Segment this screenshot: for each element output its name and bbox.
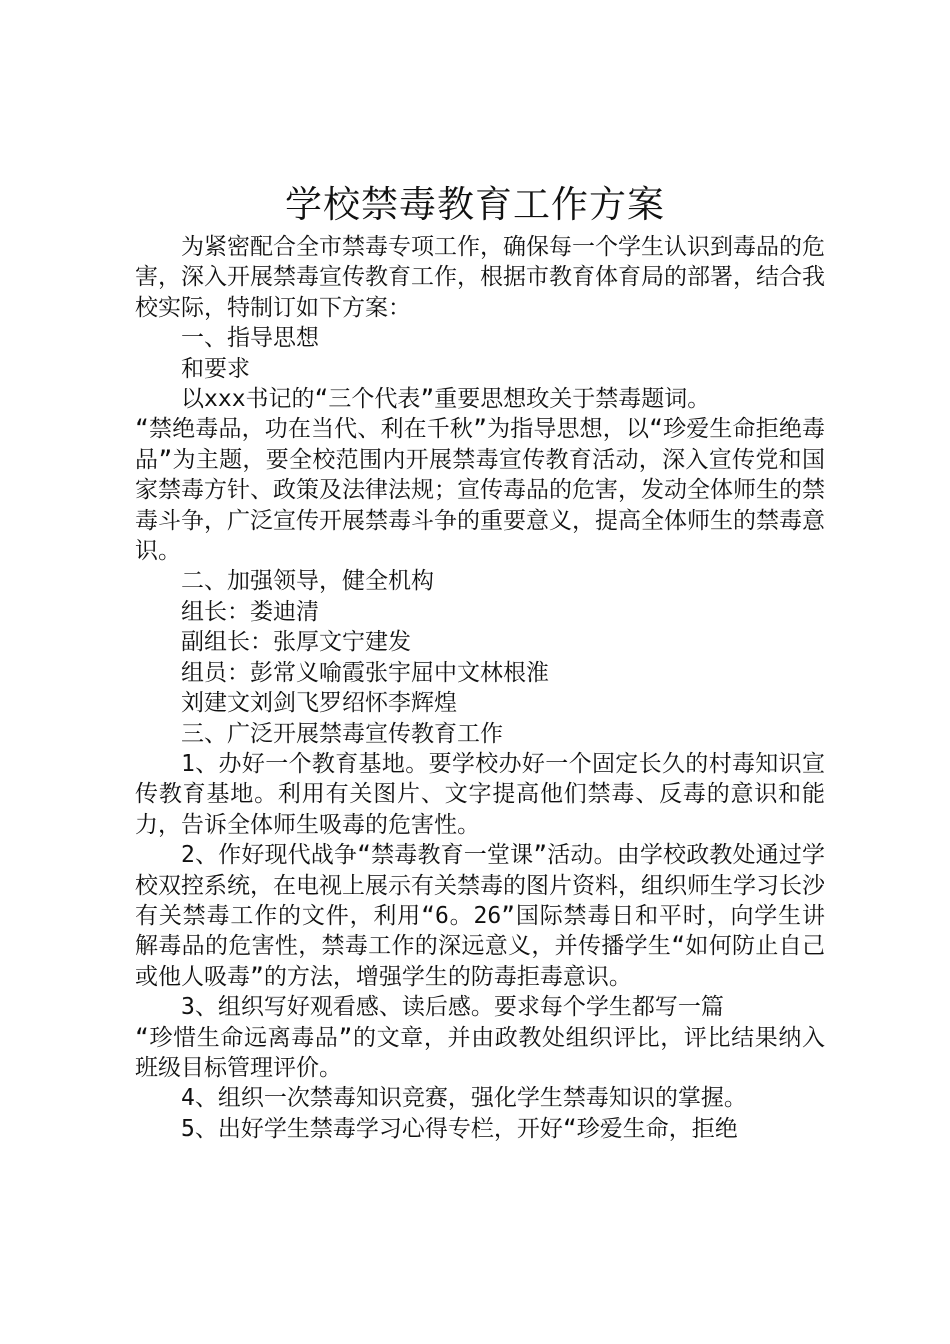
list-item: 3、组织写好观看感、读后感。要求每个学生都写一篇 (181, 994, 724, 1021)
section-heading-leadership: 二、加强领导，健全机构 (181, 568, 434, 595)
guiding-thought-paragraph: 以xxx书记的“三个代表”重要思想玫关于禁毒题词。 (181, 386, 711, 413)
list-item: 5、出好学生禁毒学习心得专栏，开好“珍爱生命，拒绝 (181, 1115, 738, 1142)
intro-paragraph: 为紧密配合全市禁毒专项工作，确保每一个学生认识到毒品的危害，深入开展禁毒宣传教育工作，根据市教育体育局的部署，结合我校实际，特制订如下方案： (135, 234, 825, 321)
document-body (135, 232, 825, 1144)
list-item: 1、办好一个教育基地。要学校办好一个固定长久的村毒知识宣传教育基地。利用有关图片、文字提高他们禁毒、反毒的意识和能力，告诉全体师生吸毒的危害性。 (135, 750, 825, 838)
team-leader-line: 组长：娄迪清 (181, 598, 319, 625)
section-heading-guiding-thought: 一、指导思想 (181, 325, 319, 352)
list-item-continuation: “珍惜生命远离毒品”的文章，并由政教处组织评比，评比结果纳入班级目标管理评价。 (135, 1024, 825, 1081)
guiding-thought-detail-paragraph: “禁绝毒品，功在当代、利在千秋”为指导思想，以“珍爱生命拒绝毒品”为主题，要全校范围内开展禁毒宣传教育活动，深入宣传党和国家禁毒方针、政策及法律法规；宣传毒品的危害，发动全体师生的禁毒斗争，广泛宣传开展禁毒斗争的重要意义，提高全体师生的禁毒意识。 (135, 416, 825, 565)
section-heading-education-work: 三、广泛开展禁毒宣传教育工作 (181, 720, 503, 747)
section-heading-continuation: 和要求 (181, 355, 250, 382)
document-title: 学校禁毒教育工作方案 (285, 183, 665, 226)
deputy-leader-line: 副组长：张厚文宁建发 (181, 629, 411, 656)
team-members-line: 组员：彭常义喻霞张宇屈中文林根淮 (181, 659, 549, 686)
list-item: 2、作好现代战争“禁毒教育一堂课”活动。由学校政教处通过学校双控系统，在电视上展示有关禁毒的图片资料，组织师生学习长沙有关禁毒工作的文件，利用“6。26”国际禁毒日和平时，向学生讲解毒品的危害性，禁毒工作的深远意义，并传播学生“如何防止自己或他人吸毒”的方法，增强学生的防毒拒毒意识。 (135, 842, 825, 990)
list-item: 4、组织一次禁毒知识竞赛，强化学生禁毒知识的掌握。 (181, 1085, 747, 1112)
team-members-continued-line: 刘建文刘剑飞罗绍怀李辉煌 (181, 690, 457, 717)
